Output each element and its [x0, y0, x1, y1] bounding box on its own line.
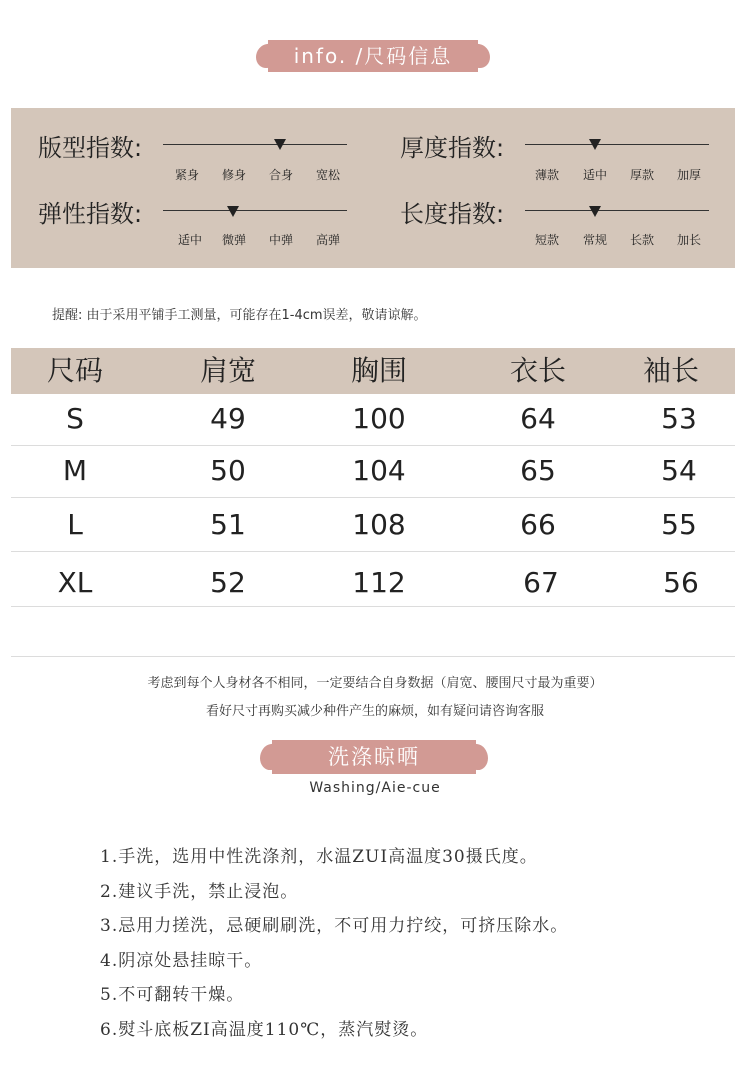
table-row	[11, 394, 735, 446]
size-table	[11, 348, 735, 607]
cell-sleeve: 54	[661, 454, 697, 487]
list-item: 1.手洗，选用中性洗涤剂，水温ZUI高温度30摄氏度。	[100, 847, 538, 867]
cell-shoulder: 49	[210, 402, 246, 435]
length-option: 常规	[582, 233, 607, 247]
cell-size: XL	[57, 566, 93, 599]
fit-index-label: 版型指数:	[38, 134, 143, 162]
cell-size: S	[66, 402, 84, 435]
header-size: 尺码	[46, 354, 103, 387]
fit-index-marker	[274, 139, 286, 150]
cell-length: 66	[520, 508, 556, 541]
header-chest: 胸围	[350, 354, 407, 387]
cell-length: 64	[520, 402, 556, 435]
length-index-marker	[589, 206, 601, 217]
header-length: 衣长	[509, 354, 566, 387]
size-advice-note: 看好尺寸再购买减少种件产生的麻烦，如有疑问请咨询客服	[205, 704, 544, 719]
thickness-option: 加厚	[676, 168, 701, 182]
fit-index-scale	[163, 144, 347, 145]
list-item: 3.忌用力搓洗，忌硬刷刷洗，不可用力拧绞，可挤压除水。	[100, 916, 569, 936]
list-item: 6.熨斗底板ZI高温度110℃，蒸汽熨烫。	[100, 1019, 429, 1040]
cell-sleeve: 55	[661, 508, 697, 541]
fit-option: 宽松	[315, 168, 340, 182]
length-option: 长款	[629, 233, 654, 247]
cell-shoulder: 52	[210, 566, 246, 599]
cell-chest: 108	[352, 508, 406, 541]
divider	[11, 656, 735, 657]
fit-option: 合身	[268, 168, 293, 182]
thickness-index-label: 厚度指数:	[400, 134, 505, 162]
size-table-header	[11, 348, 735, 394]
header-shoulder: 肩宽	[199, 354, 256, 387]
size-info-title: info. /尺码信息	[293, 44, 453, 68]
size-info-banner	[268, 40, 478, 72]
length-index-scale	[525, 210, 709, 211]
elasticity-option: 适中	[177, 233, 202, 247]
washing-title: 洗涤晾晒	[328, 745, 420, 769]
cell-length: 65	[520, 454, 556, 487]
elasticity-option: 中弹	[268, 233, 293, 247]
cell-chest: 104	[352, 454, 406, 487]
list-item: 4.阴凉处悬挂晾干。	[100, 950, 263, 971]
cell-shoulder: 51	[210, 508, 246, 541]
elasticity-index-marker	[227, 206, 239, 217]
cell-sleeve: 56	[663, 566, 699, 599]
fit-option: 修身	[221, 168, 246, 182]
washing-instructions	[100, 840, 568, 1047]
washing-banner	[272, 740, 476, 774]
elasticity-index-scale	[163, 210, 347, 211]
thickness-option: 厚款	[629, 168, 654, 182]
washing-subtitle: Washing/Aie-cue	[309, 780, 441, 796]
cell-chest: 100	[352, 402, 406, 435]
cell-size: M	[62, 454, 88, 487]
cell-shoulder: 50	[210, 454, 246, 487]
index-panel	[11, 108, 735, 268]
header-sleeve: 袖长	[642, 354, 699, 387]
length-option: 短款	[534, 233, 559, 247]
cell-length: 67	[523, 566, 559, 599]
list-item: 2.建议手洗，禁止浸泡。	[100, 881, 299, 902]
table-row	[11, 552, 735, 607]
thickness-index-scale	[525, 144, 709, 145]
table-row	[11, 498, 735, 552]
elasticity-index-label: 弹性指数:	[38, 200, 143, 228]
cell-sleeve: 53	[661, 402, 697, 435]
elasticity-option: 微弹	[221, 233, 246, 247]
thickness-option: 薄款	[534, 168, 559, 182]
elasticity-option: 高弹	[315, 233, 340, 247]
fit-option: 紧身	[174, 168, 199, 182]
measurement-notice: 提醒: 由于采用平铺手工测量，可能存在1-4cm误差，敬请谅解。	[52, 308, 427, 323]
table-row	[11, 446, 735, 498]
length-option: 加长	[676, 233, 701, 247]
length-index-label: 长度指数:	[400, 200, 505, 228]
size-advice-note: 考虑到每个人身材各不相同，一定要结合自身数据（肩宽、腰围尺寸最为重要）	[147, 676, 603, 691]
cell-size: L	[67, 508, 83, 541]
thickness-option: 适中	[582, 168, 607, 182]
thickness-index-marker	[589, 139, 601, 150]
cell-chest: 112	[352, 566, 406, 599]
list-item: 5.不可翻转干燥。	[100, 985, 245, 1005]
